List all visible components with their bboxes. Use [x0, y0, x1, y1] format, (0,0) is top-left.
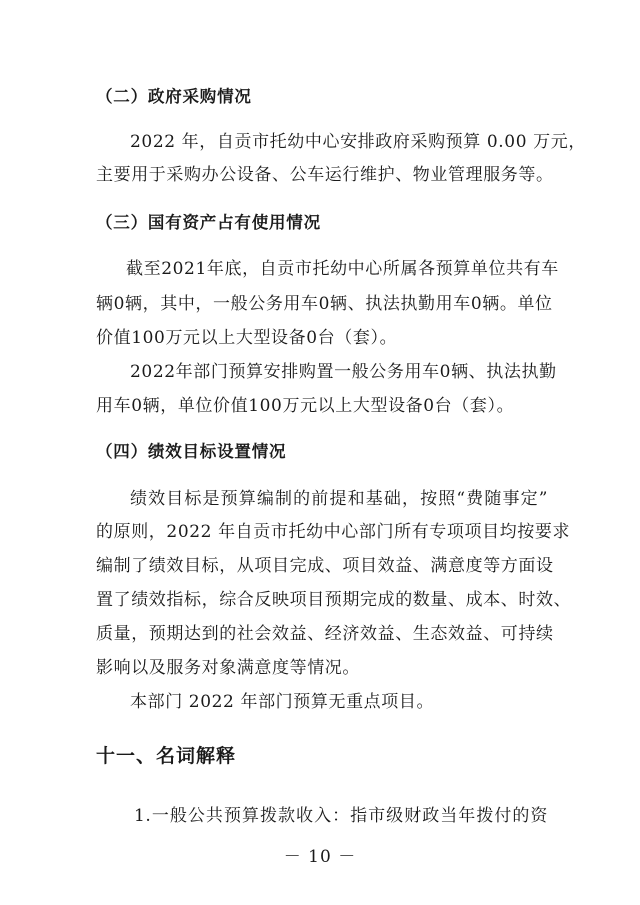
paragraph-line: 绩效目标是预算编制的前提和基础，按照“费随事定” [130, 489, 548, 509]
section-heading-assets: （三）国有资产占有使用情况 [96, 213, 321, 232]
paragraph-line: 2022 年，自贡市托幼中心安排政府采购预算 0.00 万元， [130, 132, 586, 152]
paragraph-line: 本部门 2022 年部门预算无重点项目。 [130, 692, 435, 712]
paragraph-line: 主要用于采购办公设备、公车运行维护、物业管理服务等。 [96, 165, 554, 185]
paragraph-line: 价值100万元以上大型设备0台（套）。 [96, 328, 398, 348]
paragraph-line: 影响以及服务对象满意度等情况。 [96, 658, 360, 678]
paragraph-line: 辆0辆，其中，一般公务用车0辆、执法执勤用车0辆。单位 [96, 294, 553, 314]
paragraph-line: 1.一般公共预算拨款收入：指市级财政当年拨付的资 [134, 806, 548, 826]
paragraph-line: 质量，预期达到的社会效益、经济效益、生态效益、可持续 [96, 624, 554, 644]
paragraph-line: 2022年部门预算安排购置一般公务用车0辆、执法执勤 [130, 362, 557, 382]
section-heading-performance: （四）绩效目标设置情况 [96, 442, 287, 461]
paragraph-line: 置了绩效指标，综合反映项目预期完成的数量、成本、时效、 [96, 590, 572, 610]
page-number: － 10 － [283, 847, 357, 867]
paragraph-line: 截至2021年底，自贡市托幼中心所属各预算单位共有车 [126, 259, 559, 279]
section-heading-procurement: （二）政府采购情况 [96, 87, 252, 106]
section-heading-glossary: 十一、名词解释 [96, 745, 237, 767]
paragraph-line: 编制了绩效目标，从项目完成、项目效益、满意度等方面设 [96, 556, 554, 576]
paragraph-line: 用车0辆，单位价值100万元以上大型设备0台（套）。 [96, 396, 515, 416]
paragraph-line: 的原则，2022 年自贡市托幼中心部门所有专项项目均按要求 [96, 522, 571, 542]
